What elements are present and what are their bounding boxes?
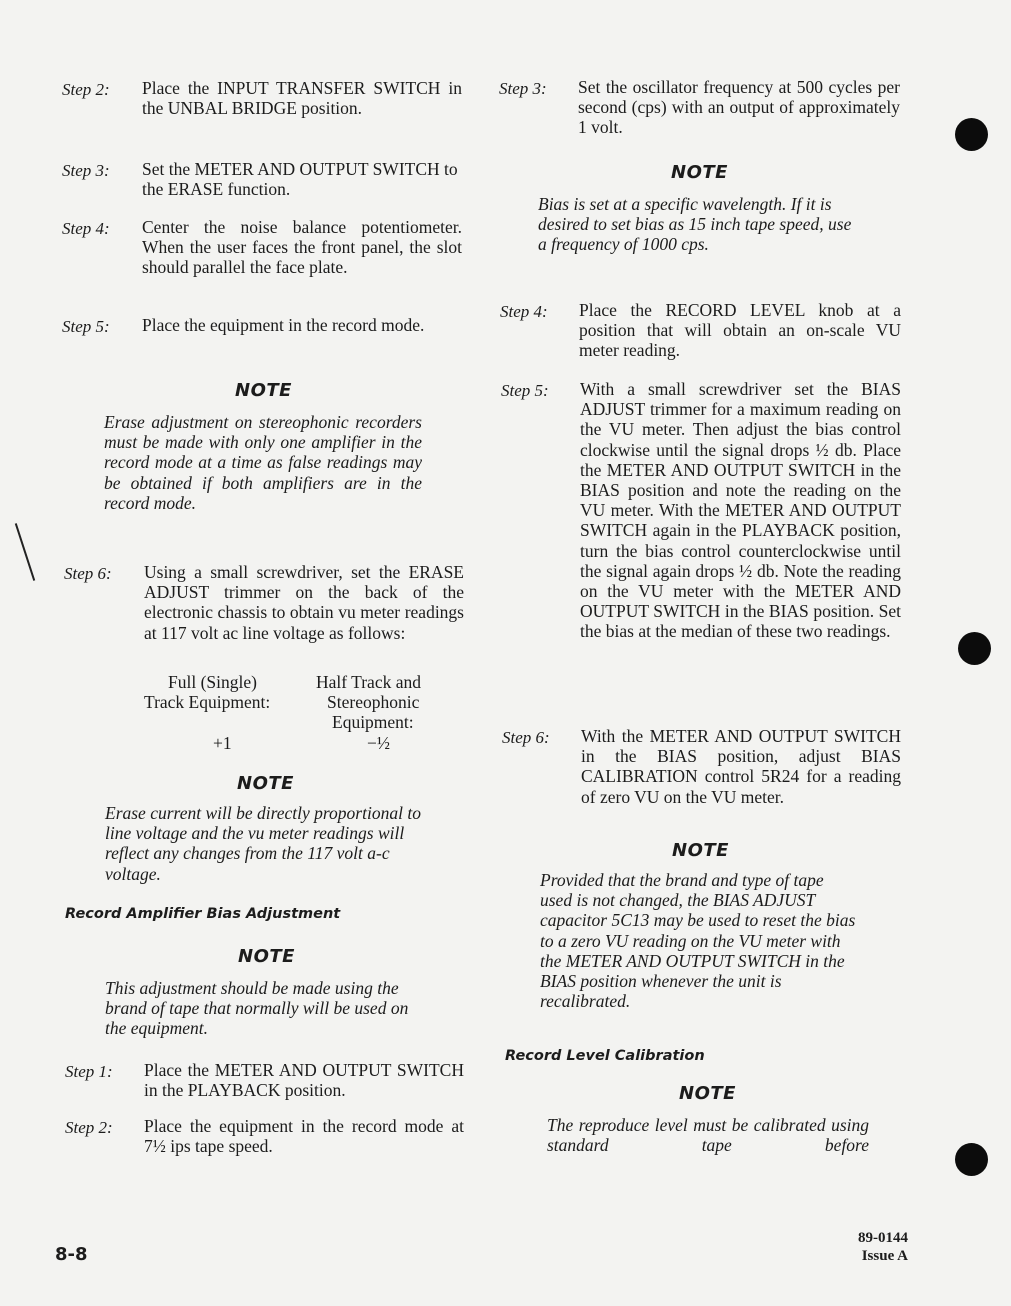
step-text: Place the METER AND OUTPUT SWITCH in the PLAYBACK position. [144, 1060, 464, 1101]
note-text: Provided that the brand and type of tape used is not changed, the BIAS ADJUST capacitor 5C13 may be used to reset the bias to a zero VU reading on the VU meter with the METER AND OUTPUT SWITCH in the BIAS position whenever the unit is recalibrated. [540, 870, 856, 1012]
step-label: Step 5: [501, 381, 549, 400]
note-text: Erase adjustment on stereophonic recorders must be made with only one amplifier in the record mode at a time as false readings may be obtained if both amplifiers are in the record mode. [104, 412, 422, 513]
step-text: Set the oscillator frequency at 500 cycles per second (cps) with an output of approximately 1 volt. [578, 77, 900, 138]
section-heading: Record Level Calibration [505, 1048, 705, 1064]
note-text: Erase current will be directly proportional to line voltage and the vu meter readings will reflect any changes from the 117 volt a-c voltage. [105, 803, 421, 884]
step-label: Step 1: [65, 1062, 113, 1081]
note-heading: NOTE [235, 380, 292, 401]
note-heading: NOTE [237, 773, 294, 794]
issue-label: Issue A [861, 1248, 908, 1264]
step-text: Set the METER AND OUTPUT SWITCH to the ERASE function. [142, 159, 458, 200]
section-heading: Record Amplifier Bias Adjustment [65, 906, 341, 922]
table-col1-line2: Track Equipment: [144, 692, 271, 712]
note-heading: NOTE [671, 162, 728, 183]
step-text: Place the equipment in the record mode at 7½ ips tape speed. [144, 1116, 464, 1157]
table-col2-line1: Half Track and [316, 672, 421, 692]
step-text: Center the noise balance potentiometer. When the user faces the front panel, the slot should parallel the face plate. [142, 217, 462, 278]
step-text: Place the RECORD LEVEL knob at a position that will obtain an on-scale VU meter reading. [579, 300, 901, 361]
step-text: Place the INPUT TRANSFER SWITCH in the UNBAL BRIDGE position. [142, 78, 462, 119]
table-col2-line2: Stereophonic [327, 692, 420, 712]
page-number: 8-8 [55, 1244, 88, 1265]
table-col1-line1: Full (Single) [168, 672, 257, 692]
note-heading: NOTE [679, 1083, 736, 1104]
step-label: Step 4: [500, 302, 548, 321]
step-label: Step 3: [62, 161, 110, 180]
step-label: Step 2: [62, 80, 110, 99]
margin-mark [15, 523, 35, 581]
note-text: The reproduce level must be calibrated using standard tape before [547, 1115, 869, 1156]
note-heading: NOTE [238, 946, 295, 967]
punch-hole [955, 1143, 988, 1176]
punch-hole [958, 632, 991, 665]
step-text: Place the equipment in the record mode. [142, 315, 425, 335]
table-value-full: +1 [213, 733, 232, 753]
step-label: Step 3: [499, 79, 547, 98]
step-text: With a small screwdriver set the BIAS ADJUST trimmer for a maximum reading on the VU meter. Then adjust the bias control clockwise until the signal drops ½ db. Place the METER AND OUTPUT SWITCH in the BIAS position and note the reading on the VU meter. With the METER AND OUTPUT SWITCH again in the PLAYBACK position, turn the bias control counterclockwise until the signal again drops ½ db. Note the reading on the VU meter with the METER AND OUTPUT SWITCH in the BIAS position. Set the bias at the median of these two readings. [580, 379, 901, 642]
punch-hole [955, 118, 988, 151]
step-text: With the METER AND OUTPUT SWITCH in the BIAS position, adjust BIAS CALIBRATION control 5R24 for a reading of zero VU on the VU meter. [581, 726, 901, 807]
table-value-half: −½ [367, 733, 390, 753]
note-heading: NOTE [672, 840, 729, 861]
note-text: Bias is set at a specific wavelength. If it is desired to set bias as 15 inch tape speed, use a frequency of 1000 cps. [538, 194, 852, 255]
table-col2-line3: Equipment: [332, 712, 414, 732]
step-text: Using a small screwdriver, set the ERASE ADJUST trimmer on the back of the electronic chassis to obtain vu meter readings at 117 volt ac line voltage as follows: [144, 562, 464, 643]
step-label: Step 4: [62, 219, 110, 238]
step-label: Step 5: [62, 317, 110, 336]
step-label: Step 6: [502, 728, 550, 747]
doc-number: 89-0144 [858, 1230, 908, 1246]
step-label: Step 2: [65, 1118, 113, 1137]
note-text: This adjustment should be made using the brand of tape that normally will be used on the equipment. [105, 978, 409, 1039]
step-label: Step 6: [64, 564, 112, 583]
